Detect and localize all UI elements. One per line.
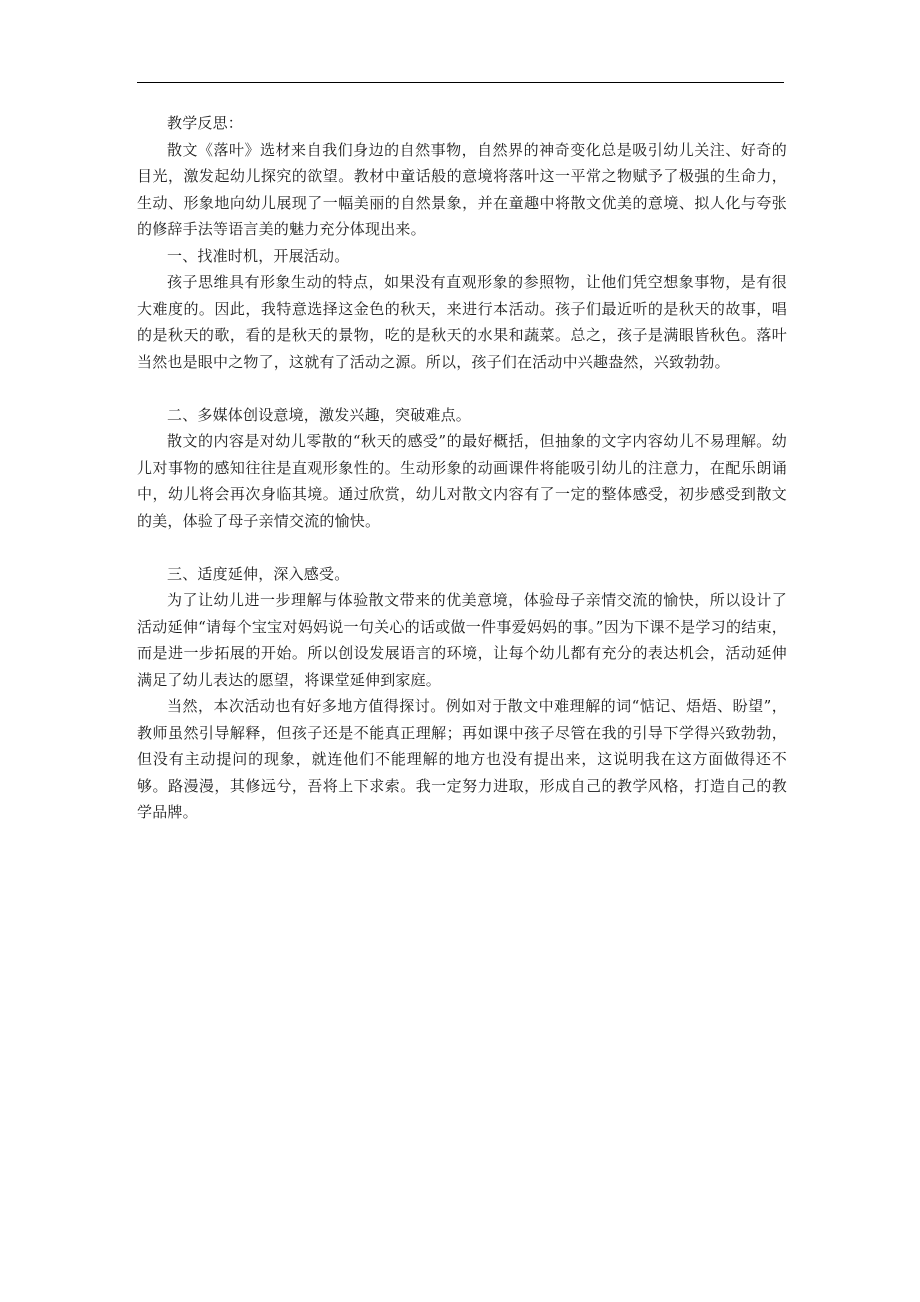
closing-paragraph: 当然，本次活动也有好多地方值得探讨。例如对于散文中难理解的词“惦记、焐焐、盼望”，教师虽然引导解释，但孩子还是不能真正理解；再如课中孩子尽管在我的引导下学得兴致勃勃，但没有主动提问的现象，就连他们不能理解的地方也没有提出来，这说明我在这方面做得还不够。路漫漫，其修远兮，吾将上下求索。我一定努力进取，形成自己的教学风格，打造自己的教学品牌。 (137, 697, 787, 821)
paragraph-gap (137, 534, 787, 561)
paragraph-gap (137, 375, 787, 402)
document-body (137, 110, 787, 826)
intro-paragraph: 散文《落叶》选材来自我们身边的自然事物，自然界的神奇变化总是吸引幼儿关注、好奇的目光，激发起幼儿探究的欲望。教材中童话般的意境将落叶这一平常之物赋予了极强的生命力，生动、形象地向幼儿展现了一幅美丽的自然景象，并在童趣中将散文优美的意境、拟人化与夸张的修辞手法等语言美的魅力充分体现出来。 (137, 140, 787, 238)
section-1-paragraph: 孩子思维具有形象生动的特点，如果没有直观形象的参照物，让他们凭空想象事物，是有很大难度的。因此，我特意选择这金色的秋天，来进行本活动。孩子们最近听的是秋天的故事，唱的是秋天的歌，看的是秋天的景物，吃的是秋天的水果和蔬菜。总之，孩子是满眼皆秋色。落叶当然也是眼中之物了，这就有了活动之源。所以，孩子们在活动中兴趣盎然，兴致勃勃。 (137, 273, 787, 371)
section-2-title: 二、多媒体创设意境，激发兴趣，突破难点。 (167, 405, 472, 424)
section-3-paragraph: 为了让幼儿进一步理解与体验散文带来的优美意境，体验母子亲情交流的愉快，所以设计了活动延伸“请每个宝宝对妈妈说一句关心的话或做一件事爱妈妈的事。”因为下课不是学习的结束，而是进一步拓展的开始。所以创设发展语言的环境，让每个幼儿都有充分的表达机会，活动延伸满足了幼儿表达的愿望，将课堂延伸到家庭。 (137, 591, 787, 689)
section-3-title: 三、适度延伸，深入感受。 (167, 564, 350, 583)
header-rule (137, 82, 784, 83)
section-1-title: 一、找准时机，开展活动。 (167, 246, 350, 265)
section-2-paragraph: 散文的内容是对幼儿零散的“秋天的感受”的最好概括，但抽象的文字内容幼儿不易理解。幼儿对事物的感知往往是直观形象性的。生动形象的动画课件将能吸引幼儿的注意力，在配乐朗诵中，幼儿将会再次身临其境。通过欣赏，幼儿对散文内容有了一定的整体感受，初步感受到散文的美，体验了母子亲情交流的愉快。 (137, 432, 787, 530)
document-heading: 教学反思： (167, 114, 244, 132)
